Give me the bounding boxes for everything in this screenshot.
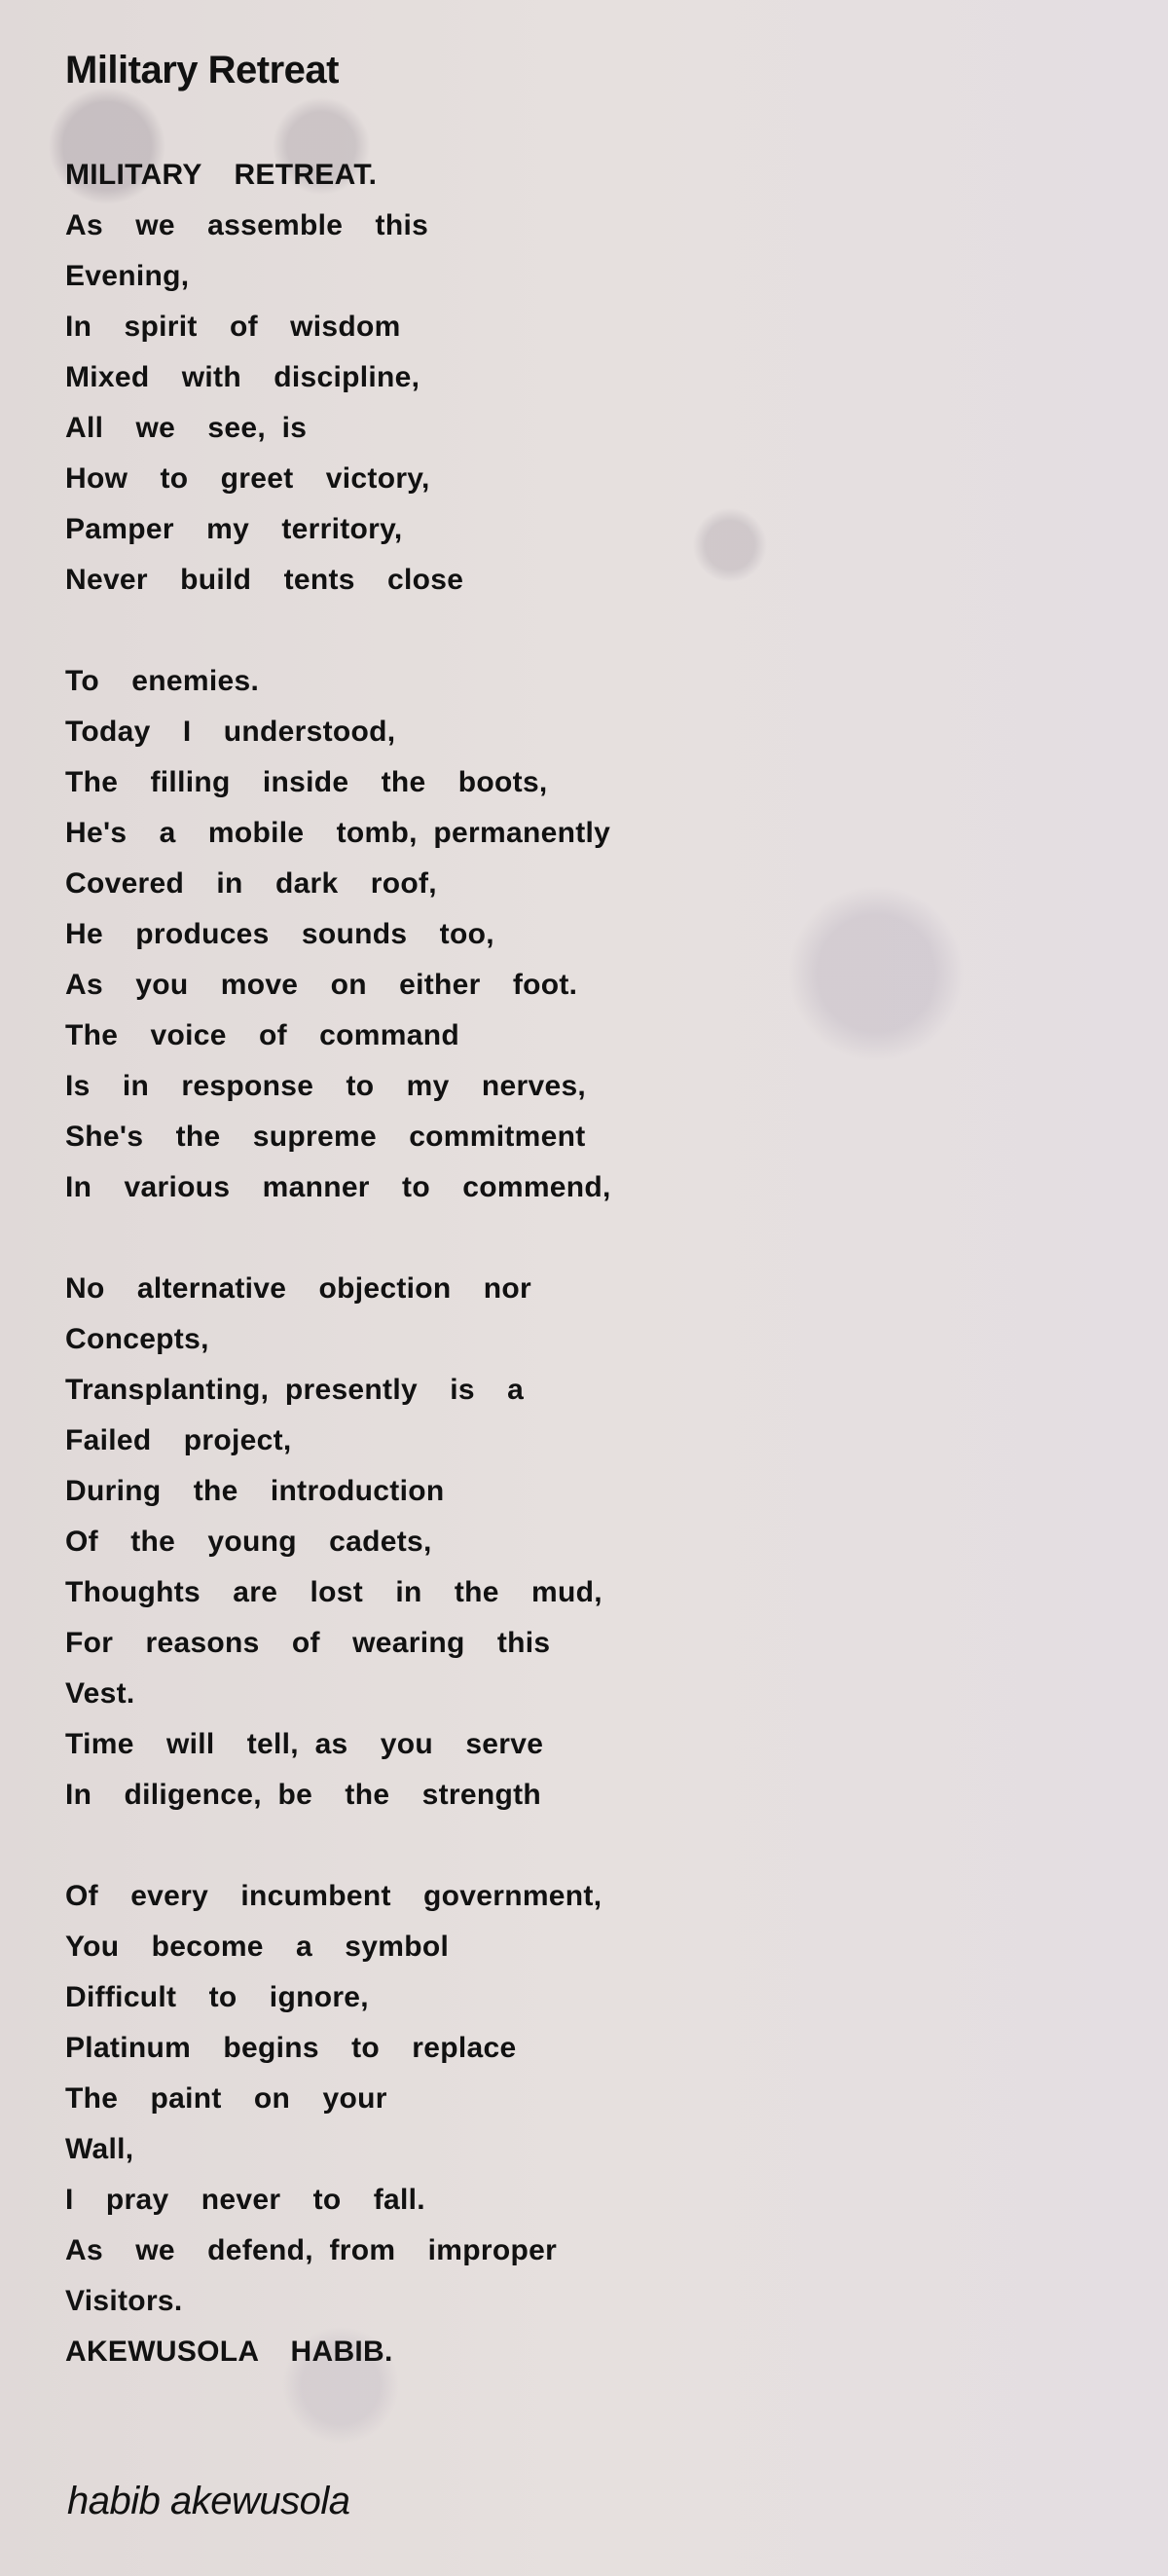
- poem-line: He produces sounds too,: [65, 918, 494, 950]
- poem-line: Vest.: [65, 1677, 135, 1710]
- poem-line: He's a mobile tomb, permanently: [65, 817, 611, 849]
- poem-line: Today I understood,: [65, 716, 396, 748]
- poem-line: Platinum begins to replace: [65, 2032, 517, 2064]
- poem-line: Mixed with discipline,: [65, 361, 420, 393]
- poem-line: In diligence, be the strength: [65, 1779, 541, 1811]
- poem-line: [65, 606, 611, 656]
- poem-line: Pamper my territory,: [65, 513, 403, 545]
- poem-body: [65, 150, 611, 2377]
- poem-line: For reasons of wearing this: [65, 1627, 551, 1659]
- poem-line: Failed project,: [65, 1424, 292, 1456]
- poem-line: As you move on either foot.: [65, 969, 578, 1001]
- poem-line: In spirit of wisdom: [65, 311, 401, 343]
- poem-line: Transplanting, presently is a: [65, 1374, 525, 1406]
- poem-line: Time will tell, as you serve: [65, 1728, 544, 1760]
- poem-line: She's the supreme commitment: [65, 1121, 586, 1153]
- poem-line: The paint on your: [65, 2082, 387, 2115]
- poem-line: The filling inside the boots,: [65, 766, 548, 798]
- poem-line: The voice of command: [65, 1019, 459, 1051]
- poem-line: Wall,: [65, 2133, 134, 2165]
- poem-line: AKEWUSOLA HABIB.: [65, 2336, 393, 2368]
- poem-line: Of the young cadets,: [65, 1526, 432, 1558]
- poem-line: As we defend, from improper: [65, 2234, 558, 2266]
- poem-line: Difficult to ignore,: [65, 1981, 369, 2013]
- poem-line: [65, 1821, 611, 1871]
- poem-line: All we see, is: [65, 412, 308, 444]
- poem-line: Evening,: [65, 260, 190, 292]
- poem-line: I pray never to fall.: [65, 2184, 425, 2216]
- poem-line: No alternative objection nor: [65, 1272, 532, 1305]
- poem-line: During the introduction: [65, 1475, 445, 1507]
- poem-line: Is in response to my nerves,: [65, 1070, 587, 1102]
- poem-line: You become a symbol: [65, 1931, 450, 1963]
- poem-line: Thoughts are lost in the mud,: [65, 1576, 602, 1608]
- poem-line: How to greet victory,: [65, 462, 430, 495]
- poem-line: Covered in dark roof,: [65, 867, 437, 900]
- poem-line: Of every incumbent government,: [65, 1880, 602, 1912]
- poem-line: Never build tents close: [65, 564, 464, 596]
- poem-line: To enemies.: [65, 665, 260, 697]
- poem-line: As we assemble this: [65, 209, 429, 241]
- poem-line: In various manner to commend,: [65, 1171, 611, 1203]
- poem-line: [65, 1213, 611, 1264]
- author-name: habib akewusola: [67, 2480, 350, 2522]
- poem-line: Visitors.: [65, 2285, 183, 2317]
- poem-title: Military Retreat: [65, 49, 339, 92]
- poem-line: Concepts,: [65, 1323, 209, 1355]
- poem-line: MILITARY RETREAT.: [65, 159, 378, 191]
